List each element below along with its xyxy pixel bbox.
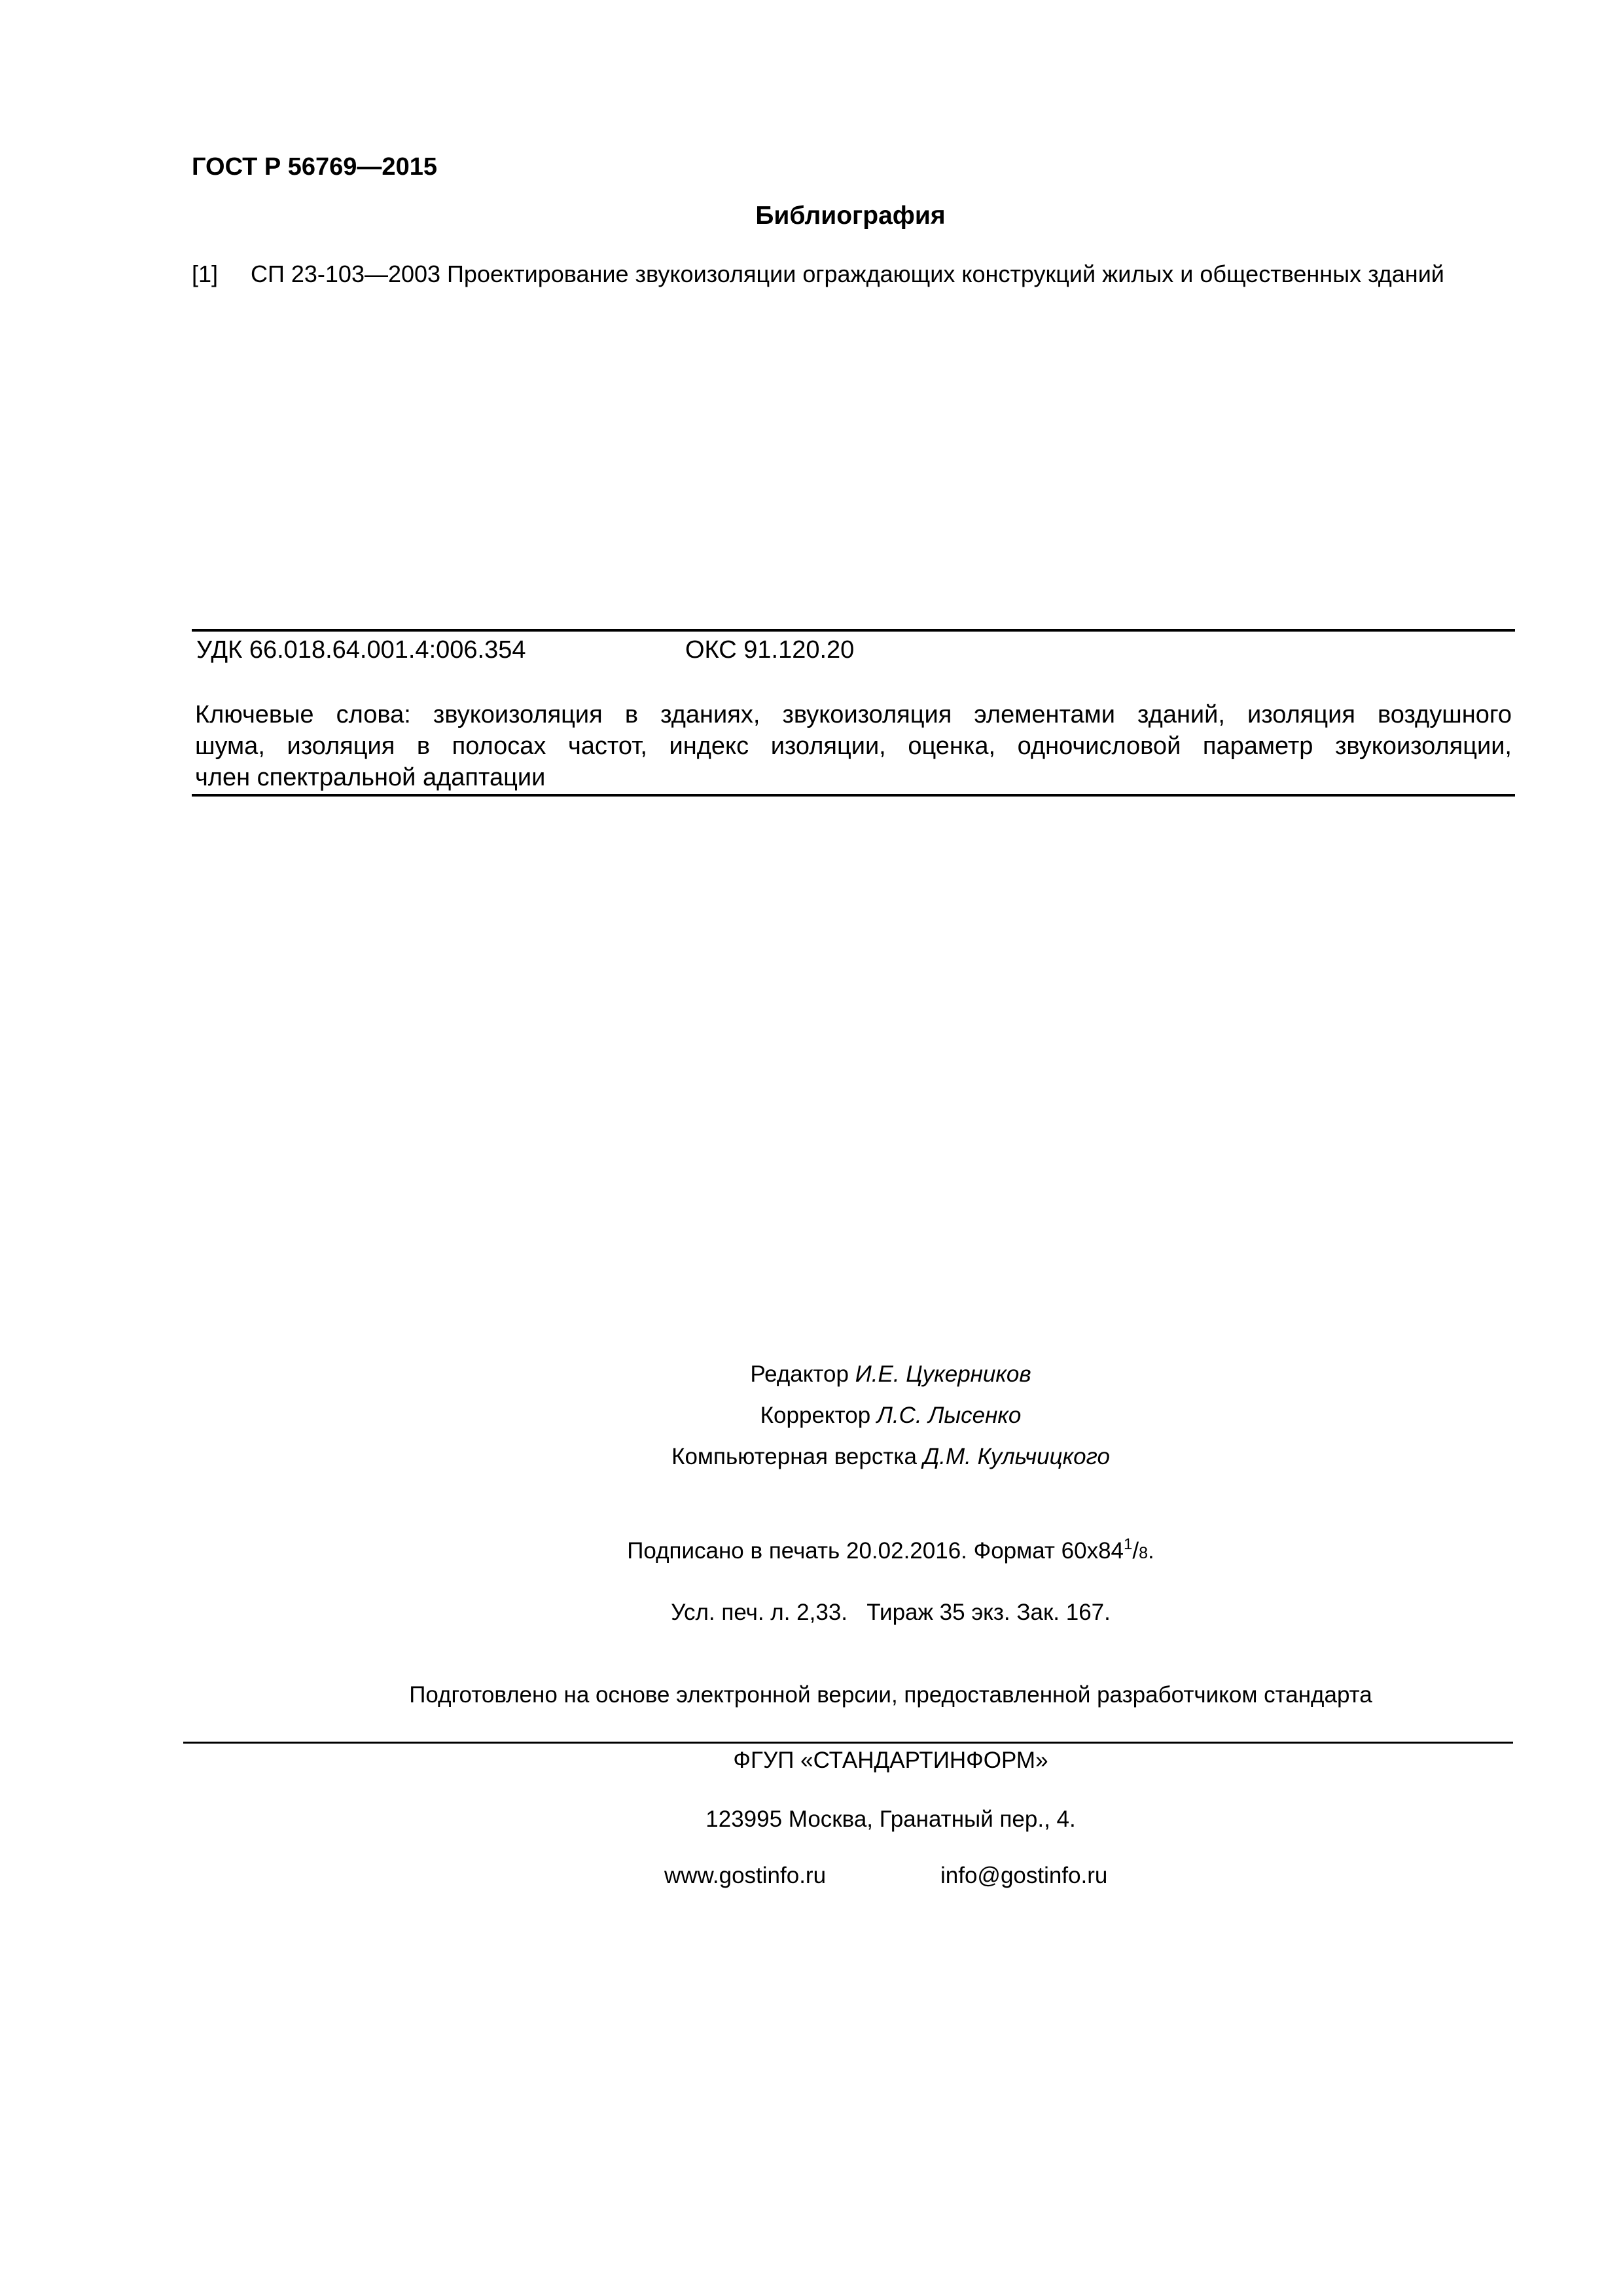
signed-text: Подписано в печать 20.02.2016. Формат 60х84 (627, 1538, 1124, 1564)
keywords-block (195, 699, 1512, 793)
publisher-name: ФГУП «СТАНДАРТИНФОРМ» (733, 1748, 1048, 1773)
corrector-label: Корректор (760, 1403, 871, 1428)
print-sheets-line: Усл. печ. л. 2,33. Тираж 35 экз. Зак. 167. (671, 1600, 1111, 1625)
print-signed-line (0, 1535, 1623, 1564)
corrector-name: Л.С. Лысенко (876, 1403, 1022, 1428)
corrector-credit (0, 1403, 1623, 1429)
oks-code: ОКС 91.120.20 (685, 636, 855, 664)
udk-code: УДК 66.018.64.001.4:006.354 (196, 636, 526, 664)
classification-top-rule (192, 629, 1515, 632)
publisher-rule (183, 1742, 1513, 1744)
keywords-line: член спектральной адаптации (195, 764, 546, 791)
layout-label: Компьютерная верстка (671, 1444, 917, 1469)
bibliography-item-number: [1] (192, 260, 219, 287)
format-subscript: 8 (1139, 1544, 1149, 1562)
format-superscript: 1 (1124, 1535, 1133, 1553)
prepared-note: Подготовлено на основе электронной версии, предоставленной разработчиком стандарта (409, 1682, 1372, 1708)
publisher-address: 123995 Москва, Гранатный пер., 4. (705, 1806, 1076, 1832)
keywords-line: Ключевые слова: звукоизоляция в зданиях, звукоизоляция элементами зданий, изоляция воздушного (195, 701, 1512, 728)
editor-name: И.Е. Цукерников (855, 1361, 1031, 1387)
email-link[interactable]: info@gostinfo.ru (940, 1863, 1108, 1888)
editor-credit (0, 1361, 1623, 1388)
keywords-bottom-rule (192, 794, 1515, 797)
layout-credit (0, 1444, 1623, 1470)
editor-label: Редактор (750, 1361, 849, 1387)
format-separator: / (1132, 1538, 1139, 1564)
layout-name: Д.М. Кульчицкого (923, 1444, 1110, 1469)
format-end: . (1148, 1538, 1154, 1564)
website-link[interactable]: www.gostinfo.ru (664, 1863, 827, 1888)
document-code: ГОСТ Р 56769—2015 (192, 153, 437, 181)
bibliography-title: Библиография (755, 202, 946, 230)
bibliography-item-text: СП 23-103—2003 Проектирование звукоизоляции ограждающих конструкций жилых и общественных зданий (251, 260, 1444, 287)
keywords-line: шума, изоляция в полосах частот, индекс изоляции, оценка, одночисловой параметр звукоизоляции, (195, 732, 1512, 760)
